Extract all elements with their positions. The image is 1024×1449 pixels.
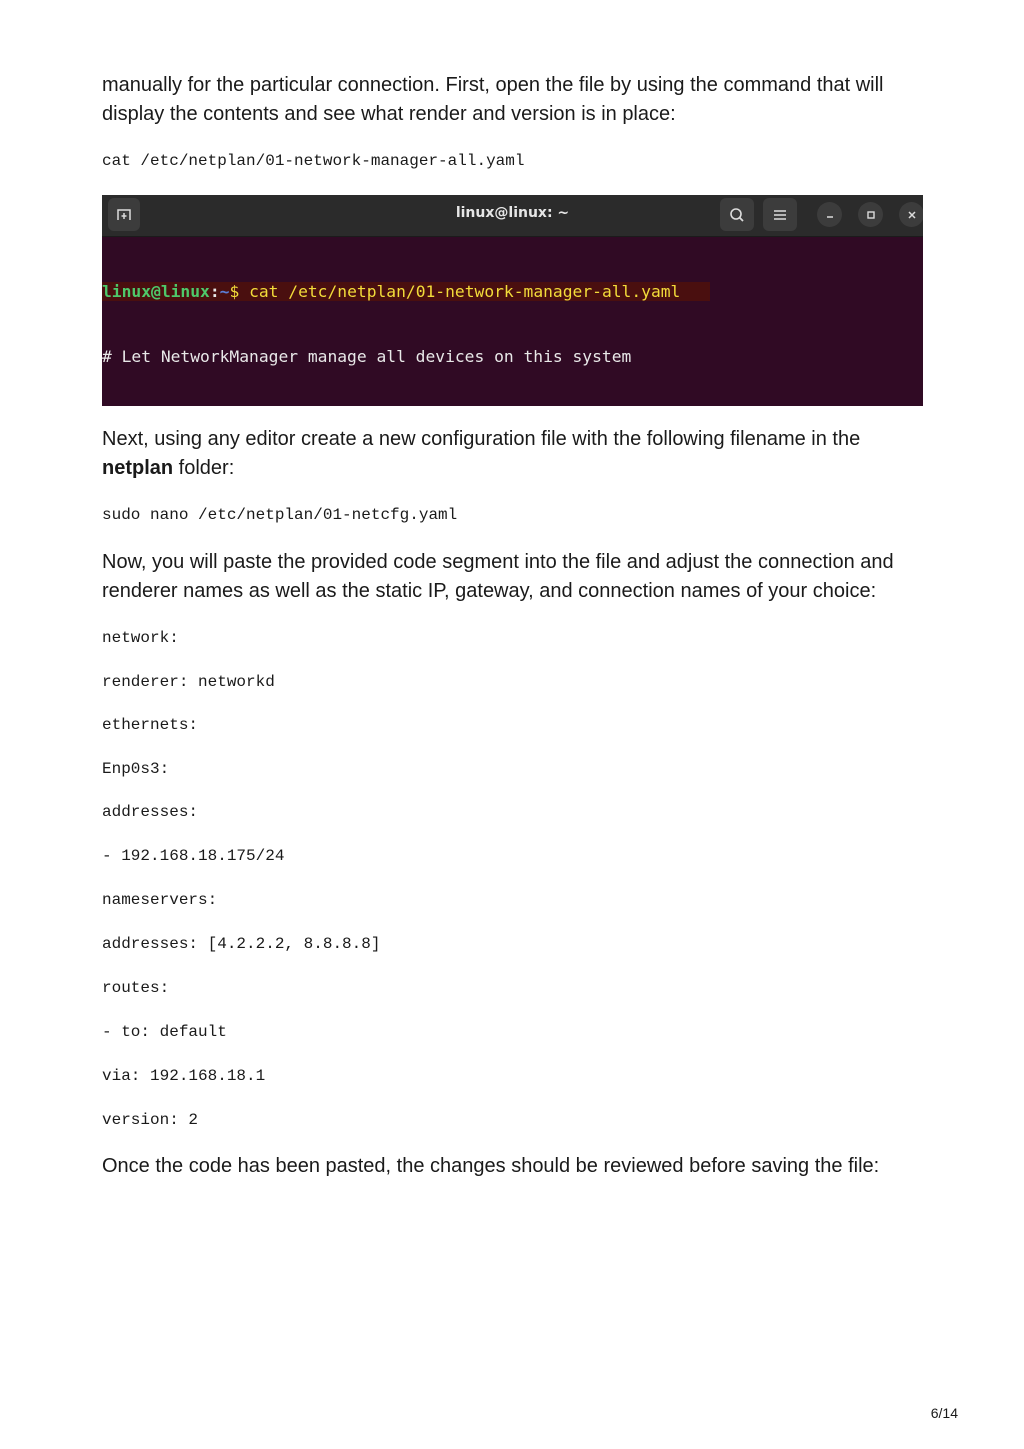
code-line: network: — [102, 629, 179, 647]
code-line: nameservers: — [102, 891, 218, 909]
close-icon — [899, 202, 923, 227]
terminal-titlebar — [102, 195, 923, 237]
intro-paragraph: manually for the particular connection. First, open the file by using the command that will display the contents and see what render and version is in place: — [102, 74, 884, 125]
search-icon — [720, 198, 754, 231]
paste-paragraph: Now, you will paste the provided code segment into the file and adjust the connection and renderer names as well as the static IP, gateway, and connection names of your choice: — [102, 551, 894, 602]
code-line: - to: default — [102, 1023, 227, 1041]
terminal-output-line: # Let NetworkManager manage all devices on this system — [102, 346, 632, 366]
code-line: addresses: — [102, 803, 199, 821]
terminal-command: cat /etc/netplan/01-network-manager-all.yaml — [249, 282, 681, 302]
code-line: Enp0s3: — [102, 760, 170, 778]
code-line: - 192.168.18.175/24 — [102, 847, 285, 865]
terminal-title: linux@linux: ~ — [455, 205, 570, 221]
code-line: ethernets: — [102, 716, 199, 734]
prompt-user: linux@linux — [102, 282, 210, 302]
next-paragraph: Next, using any editor create a new configuration file with the following filename in the netplan folder: — [102, 428, 861, 479]
terminal-command-line: linux@linux:~$ cat /etc/netplan/01-network-manager-all.yaml — [102, 281, 923, 303]
netplan-bold: netplan — [102, 457, 174, 479]
review-paragraph: Once the code has been pasted, the changes should be reviewed before saving the file: — [102, 1155, 880, 1177]
menu-icon — [763, 198, 797, 231]
code-line: addresses: [4.2.2.2, 8.8.8.8] — [102, 935, 381, 953]
terminal-output — [102, 238, 923, 406]
code-line: version: 2 — [102, 1111, 199, 1129]
terminal-screenshot — [102, 195, 923, 406]
code-line: renderer: networkd — [102, 673, 275, 691]
page-number: 6/14 — [930, 1405, 958, 1421]
code-line: routes: — [102, 979, 170, 997]
nano-command-code: sudo nano /etc/netplan/01-netcfg.yaml — [102, 506, 458, 524]
code-line: via: 192.168.18.1 — [102, 1067, 266, 1085]
minimize-icon — [817, 202, 842, 227]
cat-command-code: cat /etc/netplan/01-network-manager-all.yaml — [102, 152, 525, 170]
maximize-icon — [858, 202, 883, 227]
